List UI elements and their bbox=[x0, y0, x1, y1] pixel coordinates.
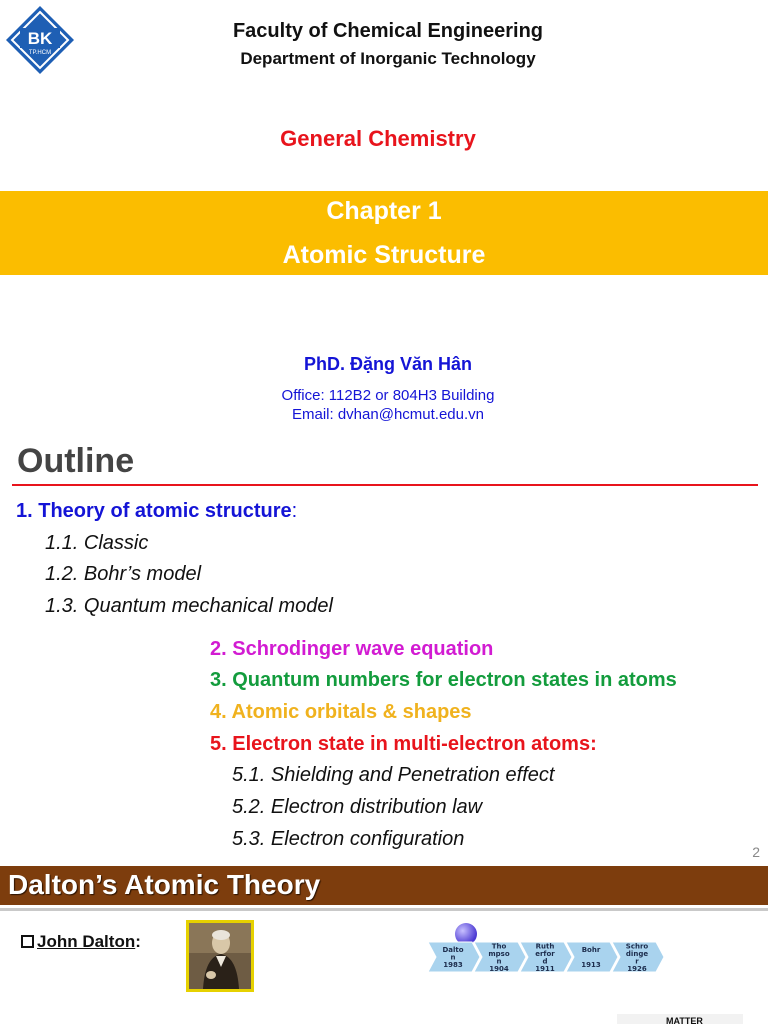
course-title: General Chemistry bbox=[280, 126, 476, 151]
title-slide bbox=[0, 0, 768, 430]
page-number: 2 bbox=[752, 844, 760, 860]
checkbox-bullet-icon bbox=[21, 935, 34, 948]
timeline-step-5-label: Schro bbox=[625, 942, 649, 951]
timeline-step-1-label: Dalto bbox=[442, 946, 464, 954]
office-info: Office: 112B2 or 804H3 Building bbox=[281, 387, 495, 404]
outline-subitem-5-1: 5.1. Shielding and Penetration effect bbox=[232, 764, 555, 786]
timeline-step-3-label: d bbox=[542, 957, 548, 966]
timeline-step-2-label: Tho bbox=[491, 942, 507, 951]
timeline-step-3-label: 1911 bbox=[535, 964, 555, 973]
outline-subitem-1-2: 1.2. Bohr’s model bbox=[45, 563, 202, 585]
outline-subitem-1-3: 1.3. Quantum mechanical model bbox=[45, 595, 333, 617]
outline-item-1-label: 1. Theory of atomic structure bbox=[16, 500, 292, 522]
timeline-step-2-label: 1904 bbox=[489, 964, 509, 973]
timeline-step-2-label: mpso bbox=[488, 949, 510, 958]
outline-item-2: 2. Schrodinger wave equation bbox=[210, 638, 494, 660]
faculty-name: Faculty of Chemical Engineering bbox=[232, 20, 544, 42]
logo-text-top: BK bbox=[27, 29, 53, 48]
outline-subitem-1-1: 1.1. Classic bbox=[45, 532, 149, 554]
timeline-step-4-label: Bohr bbox=[581, 946, 601, 954]
outline-item-5: 5. Electron state in multi-electron atoms: bbox=[210, 733, 597, 755]
timeline-step-2-label: n bbox=[496, 957, 502, 966]
dalton-slide bbox=[0, 866, 768, 1024]
chapter-title: Atomic Structure bbox=[282, 241, 486, 269]
chapter-number: Chapter 1 bbox=[326, 197, 442, 225]
outline-title: Outline bbox=[17, 442, 135, 480]
bullet-name: John Dalton bbox=[37, 932, 136, 951]
outline-item-3: 3. Quantum numbers for electron states in atoms bbox=[210, 669, 677, 691]
slide-title: Dalton’s Atomic Theory bbox=[8, 869, 321, 900]
timeline-step-5-label: 1926 bbox=[627, 964, 647, 973]
outline-item-1 bbox=[16, 500, 297, 523]
outline-item-1-suffix: : bbox=[291, 500, 298, 522]
logo-text-bottom: TP.HCM bbox=[28, 50, 52, 56]
outline-subitem-5-3: 5.3. Electron configuration bbox=[232, 828, 465, 850]
timeline-step-1-label: 1983 bbox=[443, 961, 463, 969]
timeline-step-4-label: 1913 bbox=[581, 961, 601, 969]
portrait-figure bbox=[189, 923, 251, 989]
bullet-john-dalton bbox=[21, 932, 141, 952]
outline-item-4: 4. Atomic orbitals & shapes bbox=[210, 701, 472, 723]
header-divider bbox=[0, 908, 768, 911]
atomic-model-timeline bbox=[428, 920, 668, 982]
timeline-step-1-label: n bbox=[450, 953, 456, 962]
outline-divider bbox=[12, 484, 758, 486]
author-name: PhD. Đặng Văn Hân bbox=[303, 354, 473, 374]
bullet-suffix: : bbox=[135, 932, 141, 951]
outline-slide bbox=[0, 430, 768, 866]
timeline-step-3-label: Ruth bbox=[535, 942, 555, 951]
john-dalton-portrait bbox=[186, 920, 254, 992]
matter-label: MATTER bbox=[666, 1016, 703, 1024]
department-name: Department of Inorganic Technology bbox=[240, 49, 536, 68]
outline-subitem-5-2: 5.2. Electron distribution law bbox=[232, 796, 483, 818]
timeline-step-3-label: erfor bbox=[535, 949, 555, 958]
timeline-step-5-label: dinge bbox=[625, 949, 649, 958]
email-info: Email: dvhan@hcmut.edu.vn bbox=[292, 406, 484, 423]
timeline-step-5-label: r bbox=[635, 957, 639, 966]
